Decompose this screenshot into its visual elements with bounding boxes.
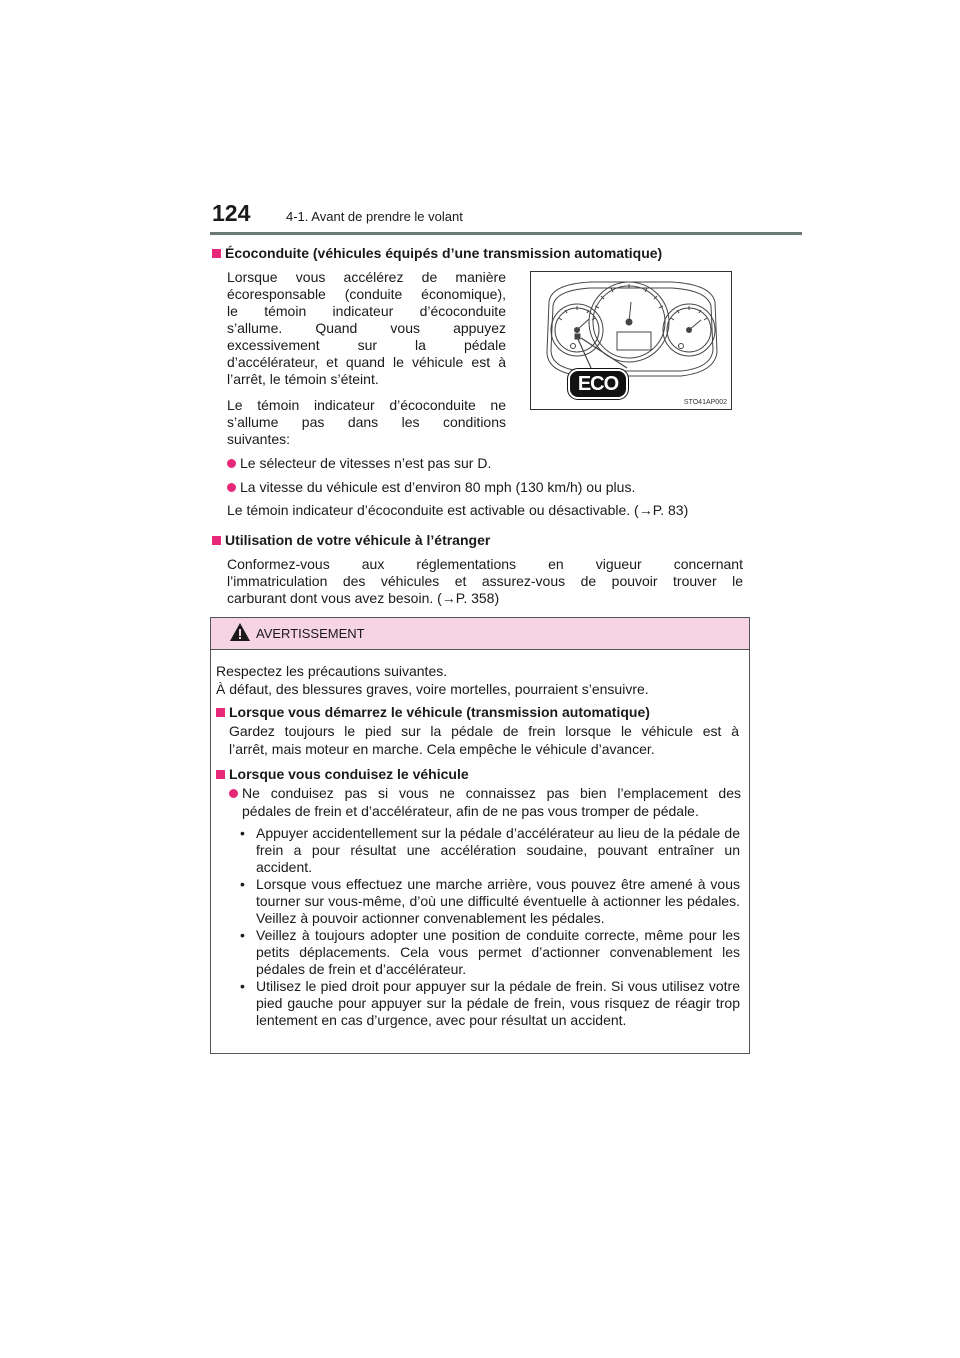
section-marker-icon xyxy=(216,708,225,717)
section-marker-icon xyxy=(212,536,221,545)
warning-dash-item xyxy=(240,927,740,978)
eco-paragraph-1 xyxy=(227,269,506,388)
warning-title: AVERTISSEMENT xyxy=(256,626,365,641)
eco-section-title-text: Écoconduite (véhicules équipés d’une transmission automatique) xyxy=(225,245,663,261)
warning-sub1-text xyxy=(229,722,739,758)
eco-p1-line: Lorsque vous accélérez de manière xyxy=(227,269,506,285)
eco-paragraph-2 xyxy=(227,397,506,448)
dash-bullet: • xyxy=(240,825,245,841)
instrument-cluster-illustration xyxy=(531,272,731,409)
dash-bullet: • xyxy=(240,978,245,994)
dash-bullet: • xyxy=(240,876,245,892)
bullet-dot-icon xyxy=(229,789,238,798)
warning-sub1-title xyxy=(216,703,650,721)
warning-dash-text: Appuyer accidentellement sur la pédale d’accélérateur au lieu de la pédale de frein a pour résultat une accélération soudaine, pouvant entraîner un accident. xyxy=(256,825,740,875)
header-rule xyxy=(210,232,802,235)
eco-p1-line: l’arrêt, le témoin s’éteint. xyxy=(227,371,379,387)
warning-intro-line: À défaut, des blessures graves, voire mortelles, pourraient s’ensuivre. xyxy=(216,681,649,697)
eco-p2-line: s’allume pas dans les conditions xyxy=(227,414,506,430)
abroad-section-title xyxy=(212,532,490,548)
page-number: 124 xyxy=(212,200,251,226)
warning-sub2-bullet xyxy=(229,784,741,820)
bullet-dot-icon xyxy=(227,483,236,492)
abroad-line: carburant dont vous avez besoin. (→P. 358) xyxy=(227,590,500,606)
warning-sub1-line: l’arrêt, mais moteur en marche. Cela empêche le véhicule d’avancer. xyxy=(229,741,655,757)
eco-p1-line: excessivement sur la pédale xyxy=(227,337,506,353)
section-marker-icon xyxy=(212,249,221,258)
eco-bullet-text: Le sélecteur de vitesses n’est pas sur D. xyxy=(240,455,492,471)
eco-p1-line: écoresponsable (conduite économique), xyxy=(227,286,506,302)
section-marker-icon xyxy=(216,770,225,779)
abroad-section-title-text: Utilisation de votre véhicule à l’étranger xyxy=(225,532,491,548)
abroad-line: Conformez-vous aux réglementations en vigueur concernant xyxy=(227,556,743,572)
warning-dash-item xyxy=(240,825,740,876)
eco-p2-line: suivantes: xyxy=(227,431,291,447)
warning-sub1-title-text: Lorsque vous démarrez le véhicule (transmission automatique) xyxy=(229,704,650,720)
warning-sub2-line-text: Ne conduisez pas si vous ne connaissez pas bien l’emplacement des xyxy=(242,785,741,801)
warning-dash-text: Lorsque vous effectuez une marche arrière, vous pouvez être amené à vous tourner sur vous-même, d’où une difficulté éventuelle à actionner les pédales. Veillez à pouvoir actionner convenablement les pédales. xyxy=(256,876,740,926)
eco-bullet xyxy=(227,479,635,496)
page-header xyxy=(0,0,960,240)
warning-sub2-line xyxy=(229,784,741,802)
warning-dash-list xyxy=(240,825,740,1029)
warning-dash-text: Veillez à toujours adopter une position de conduite correcte, même pour les petits déplacements. Cela vous permet d’actionner convenablement les pédales de frein et d’accélérateur. xyxy=(256,927,740,977)
eco-p1-line: s’allume. Quand vous appuyez xyxy=(227,320,506,336)
warning-triangle-icon xyxy=(229,622,251,642)
warning-sub2-title-text: Lorsque vous conduisez le véhicule xyxy=(229,766,469,782)
warning-sub1-line: Gardez toujours le pied sur la pédale de frein lorsque le véhicule est à xyxy=(229,723,739,739)
warning-header xyxy=(211,618,749,650)
warning-intro-line: Respectez les précautions suivantes. xyxy=(216,663,448,679)
warning-sub2-title xyxy=(216,765,469,783)
warning-dash-item xyxy=(240,978,740,1029)
figure-id: STO41AP002 xyxy=(683,399,727,406)
eco-bullet-text: La vitesse du véhicule est d’environ 80 mph (130 km/h) ou plus. xyxy=(240,479,636,495)
eco-indicator-badge: ECO xyxy=(568,369,628,399)
abroad-paragraph xyxy=(227,556,743,607)
eco-note: Le témoin indicateur d’écoconduite est activable ou désactivable. (→P. 83) xyxy=(227,502,689,518)
bullet-dot-icon xyxy=(227,459,236,468)
eco-p2-line: Le témoin indicateur d’écoconduite ne xyxy=(227,397,506,413)
eco-bullet xyxy=(227,455,491,472)
abroad-line: l’immatriculation des véhicules et assurez-vous de pouvoir trouver le xyxy=(227,573,743,589)
warning-dash-item xyxy=(240,876,740,927)
chapter-title: 4-1. Avant de prendre le volant xyxy=(286,209,463,224)
dash-bullet: • xyxy=(240,927,245,943)
eco-indicator-figure xyxy=(530,271,732,410)
warning-dash-text: Utilisez le pied droit pour appuyer sur la pédale de frein. Si vous utilisez votre pied gauche pour appuyer sur la pédale de frein, vous risquez de réagir trop lentement en cas d’urgence, avec pour résultat un accident. xyxy=(256,978,740,1028)
eco-section-title xyxy=(212,245,662,261)
warning-sub2-line: pédales de frein et d’accélérateur, afin de ne pas vous tromper de pédale. xyxy=(242,803,699,819)
eco-p1-line: d’accélérateur, et quand le véhicule est à xyxy=(227,354,506,370)
eco-p1-line: le témoin indicateur d’écoconduite xyxy=(227,303,506,319)
